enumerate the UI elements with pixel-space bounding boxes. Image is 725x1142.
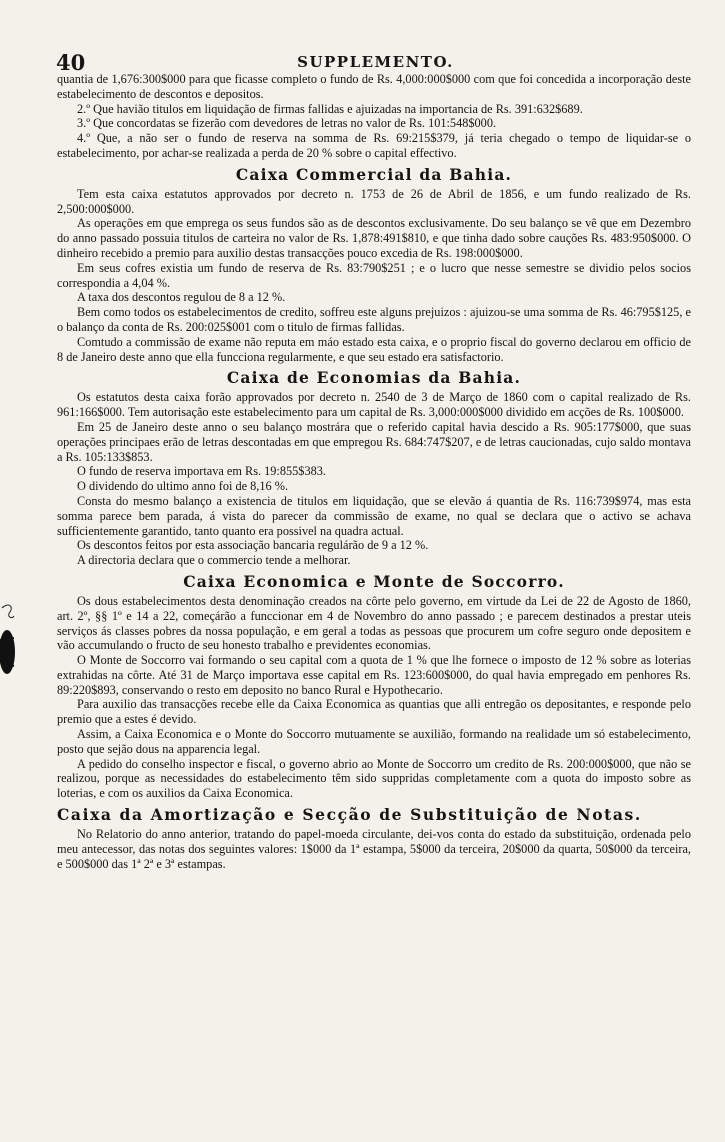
paragraph: Assim, a Caixa Economica e o Monte do Soccorro mutuamente se auxilião, formando na realidade um só estabelecimento, posto que sejão dous na apparencia legal. [57, 727, 691, 756]
section-heading: Caixa de Economias da Bahia. [226, 368, 522, 388]
paragraph: quantia de 1,676:300$000 para que ficasse completo o fundo de Rs. 4,000:000$000 com que foi concedida a incorporação deste estabelecimento de descontos e depositos. [57, 72, 691, 101]
paragraph: 3.º Que concordatas se fizerão com devedores de letras no valor de Rs. 101:548$000. [77, 116, 497, 131]
section-heading: Caixa da Amortização e Secção de Substituição de Notas. [57, 805, 642, 825]
paragraph: Tem esta caixa estatutos approvados por decreto n. 1753 de 26 de Abril de 1856, e um fundo realizado de Rs. 2,500:000$000. [57, 186, 691, 216]
section-heading: Caixa Economica e Monte de Soccorro. [183, 571, 565, 591]
margin-ornament-icon [0, 600, 22, 690]
paragraph: O fundo de reserva importava em Rs. 19:855$383. [77, 464, 326, 479]
paragraph: A taxa dos descontos regulou de 8 a 12 %. [77, 290, 286, 305]
paragraph: 2.º Que havião titulos em liquidação de firmas fallidas e ajuizadas na importancia de Rs. 391:632$689. [77, 101, 583, 116]
running-title: SUPPLEMENTO. [297, 53, 454, 71]
paragraph: A pedido do conselho inspector e fiscal, o governo abrio ao Monte de Soccorro um credito de Rs. 200:000$000, que não se realizou, porque as necessidades do estabelecimento têm sido suppridas completamente com a quota do imposto sobre as loterias, e com os auxilios da Caixa Economica. [57, 756, 691, 801]
paragraph: 4.º Que, a não ser o fundo de reserva na somma de Rs. 69:215$379, já teria chegado o tempo de liquidar-se o estabelecimento, por achar-se realizada a perda de 20 % sobre o capital effectivo. [57, 131, 691, 160]
paragraph: Consta do mesmo balanço a existencia de titulos em liquidação, que se elevão á quantia de Rs. 116:739$974, mas esta somma parece bem parada, á vista do parecer da commissão de exame, no qual se declara que o activo se achava sufficientemente garantido, tanto quanto era possivel na quadra actual. [57, 493, 691, 538]
paragraph: O Monte de Soccorro vai formando o seu capital com a quota de 1 % que lhe fornece o imposto de 12 % sobre as loterias extrahidas na côrte. Até 31 de Março importava esse capital em Rs. 123:600$000, do qual havia empregado em penhores Rs. 89:220$893, conservando o resto em deposito no banco Rural e Hypothecario. [57, 653, 691, 697]
paragraph: A directoria declara que o commercio tende a melhorar. [77, 553, 351, 568]
paragraph: Os descontos feitos por esta associação bancaria regulárão de 9 a 12 %. [77, 538, 429, 553]
paragraph: Comtudo a commissão de exame não reputa em máo estado esta caixa, e o proprio fiscal do governo declarou em officio de 8 de Janeiro deste anno que ella funcciona regularmente, e que seu estado era satisfactorio. [57, 334, 691, 364]
paragraph: Bem como todos os estabelecimentos de credito, soffreu este alguns prejuizos : ajuizou-se uma somma de Rs. 46:795$125, e o balanço da conta de Rs. 200:025$001 com o titulo de firmas fallidas. [57, 305, 691, 334]
paragraph: O dividendo do ultimo anno foi de 8,16 %. [77, 479, 289, 494]
paragraph: As operações em que emprega os seus fundos são as de descontos exclusivamente. Do seu balanço se vê que em Dezembro do anno passado possuia titulos de carteira no valor de Rs. 1,878:491$810, e que tinha dado sobre cauções Rs. 483:950$000. O dinheiro recebido a premio para auxilio destas transacções pouco excedia de Rs. 198:000$000. [57, 216, 691, 260]
paragraph: Em seus cofres existia um fundo de reserva de Rs. 83:790$251 ; e o lucro que nesse semestre se dividio pelos socios correspondia a 4,04 %. [57, 260, 691, 290]
paragraph: Os dous estabelecimentos desta denominação creados na côrte pelo governo, em virtude da Lei de 22 de Agosto de 1860, art. 2º, §§ 1º e 14 a 22, começárão a funccionar em 4 de Novembro do anno passado ; e parecem destinados a prestar uteis serviços ás classes pobres da nossa população, e em geral a todas as pessoas que procurem um cofre seguro onde depositem e vão accumulando o fructo de seu honesto trabalho e previdentes economias. [57, 593, 691, 653]
paragraph: Em 25 de Janeiro deste anno o seu balanço mostrára que o referido capital havia descido a Rs. 905:177$000, que suas operações principaes erão de letras descontadas em que empregou Rs. 684:747$207, e de letras caucionadas, cujo saldo montava a Rs. 105:133$853. [57, 419, 691, 464]
paragraph: Para auxilio das transacções recebe elle da Caixa Economica as quantias que alli entregão os depositantes, e responde pelo premio que a estes é devido. [57, 697, 691, 727]
paragraph: No Relatorio do anno anterior, tratando do papel-moeda circulante, dei-vos conta do estado da substituição, ordenada pelo meu antecessor, das notas dos seguintes valores: 1$000 da 1ª estampa, 5$000 da terceira, 20$000 da quarta, 50$000 da terceira, e 500$000 das 1ª 2ª e 3ª estampas. [57, 827, 691, 871]
section-heading: Caixa Commercial da Bahia. [235, 164, 513, 184]
page-number: 40 [56, 50, 86, 75]
page-body [57, 72, 691, 871]
paragraph: Os estatutos desta caixa forão approvados por decreto n. 2540 de 3 de Março de 1860 com o capital realizado de Rs. 961:166$000. Tem autorisação este estabelecimento para um capital de Rs. 3,000:000$000 dividido em acções de Rs. 100$000. [57, 390, 691, 420]
